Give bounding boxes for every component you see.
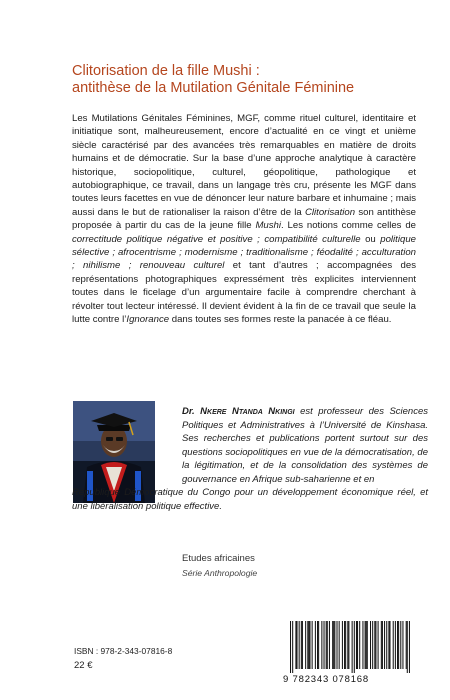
isbn: ISBN : 978-2-343-07816-8	[74, 646, 173, 656]
summary-italic: Clitorisation	[304, 206, 356, 218]
barcode-bar	[301, 621, 302, 669]
series-info	[182, 552, 382, 580]
barcode-bar	[302, 621, 303, 669]
summary-text: et tant d’autres ; accompagnées des représentations photographiques expressément très explicites interviennent toutes dans le ficelage d’un argumentaire facile à comprendre cherchant à révolter tout lecteur intéressé. Il devient évident à la fin de ce travail que seule la lutte contre l’	[72, 260, 416, 326]
barcode-bar	[329, 621, 330, 669]
summary-italic: Ignorance	[126, 314, 170, 326]
barcode-bar	[375, 621, 376, 669]
barcode-bar	[407, 621, 408, 673]
author-name	[182, 406, 295, 417]
barcode-bar	[386, 621, 387, 669]
author-bio	[72, 405, 428, 513]
barcode-bar	[402, 621, 403, 669]
barcode-bar	[299, 621, 300, 669]
barcode-bar	[327, 621, 328, 669]
barcode-bar	[378, 621, 379, 669]
barcode-bar	[389, 621, 390, 669]
barcode-bar	[374, 621, 375, 669]
barcode-bar	[333, 621, 334, 669]
price: 22 €	[74, 660, 93, 671]
summary-paragraph	[72, 112, 416, 327]
barcode-bar	[381, 621, 382, 669]
barcode-bar	[354, 621, 355, 673]
barcode-bar	[365, 621, 366, 669]
barcode-bar	[393, 621, 394, 669]
summary-italic: Mushi	[255, 220, 282, 232]
bio-text-continued: République Démocratique du Congo pour un développement économique réel, et une libéralisation politique effective.	[72, 487, 428, 512]
title-line-1: Clitorisation de la fille Mushi :	[72, 63, 260, 79]
barcode-bar	[334, 621, 335, 669]
summary-text: dans toutes ses formes reste la panacée à ce fléau.	[169, 314, 392, 326]
barcode-bar	[384, 621, 385, 669]
barcode-bar	[315, 621, 316, 669]
barcode-digits: 9 782343 078168	[283, 674, 369, 685]
barcode-bar	[382, 621, 383, 669]
barcode-bar	[324, 621, 325, 669]
barcode-bar	[359, 621, 360, 669]
barcode-bar	[366, 621, 367, 669]
bio-text: est professeur des Sciences Politiques et Administratives à l’Université de Kinshasa. Ses recherches et publications portent surtout sur des questions sociopolitiques en vue de la démocratisation, de la légitimation, et de la consolidation des systèmes de gouvernance en Afrique sub-saharienne et en	[182, 406, 428, 485]
summary-italic: politique sélective ; afrocentrisme ; modernisme ; traditionalisme ; féodalité ; acculturation ; nihilisme ; renouveau culturel	[72, 233, 416, 272]
barcode-bar	[307, 621, 308, 669]
barcode-bar	[344, 621, 345, 669]
barcode-bar	[290, 621, 291, 673]
barcode-bar	[395, 621, 396, 669]
book-summary	[72, 112, 416, 327]
barcode-bar	[312, 621, 313, 669]
barcode-bar	[372, 621, 373, 669]
barcode-bar	[367, 621, 368, 669]
barcode-bar	[352, 621, 353, 673]
barcode-bar	[370, 621, 371, 669]
barcode-bar	[295, 621, 296, 669]
barcode-bar	[348, 621, 349, 669]
barcode-bar	[345, 621, 346, 669]
barcode	[290, 621, 410, 682]
barcode-bar	[398, 621, 399, 669]
series-subtitle: Série Anthropologie	[182, 568, 258, 578]
barcode-bar	[388, 621, 389, 669]
summary-text: . Les notions comme celles de	[281, 220, 416, 232]
barcode-bar	[362, 621, 363, 669]
barcode-bar	[339, 621, 340, 669]
barcode-bar	[309, 621, 310, 669]
barcode-bar	[336, 621, 337, 669]
barcode-bar	[347, 621, 348, 669]
barcode-bar	[356, 621, 357, 669]
barcode-bar	[308, 621, 309, 669]
barcode-bar	[318, 621, 319, 669]
barcode-bar	[342, 621, 343, 669]
title-line-2: antithèse de la Mutilation Génitale Féminine	[72, 80, 355, 96]
barcode-bar	[292, 621, 293, 673]
barcode-bar	[357, 621, 358, 669]
barcode-bar	[332, 621, 333, 669]
barcode-bar	[409, 621, 410, 673]
author-prefix: Dr.	[182, 406, 201, 417]
barcode-bar	[305, 621, 306, 669]
barcode-bar	[406, 621, 407, 669]
barcode-bar	[296, 621, 297, 669]
barcode-bars	[290, 621, 410, 673]
barcode-bar	[317, 621, 318, 669]
barcode-bar	[400, 621, 401, 669]
barcode-bar	[397, 621, 398, 669]
book-title	[72, 63, 412, 97]
summary-text: son antithèse proposée à partir du cas de la jeune fille	[72, 206, 416, 232]
summary-text: Les Mutilations Génitales Féminines, MGF, comme rituel culturel, identitaire et initiatique sont, malheureusement, encore d’actualité en ce vingt et unième siècle caractérisé par des avancées très remarquables en matière de droits humains et de démocratie. Sur la base d’une approche analytique à caractère historique, sociopolitique, culturel, géopolitique, pathologique et autobiographique, ce travail, dans un langage très cru, présente les MGF dans toutes leurs facettes en vue de dénoncer leur nature barbare et inhumaine ; mais aussi dans le but de rationaliser la raison d’être de la	[72, 113, 416, 218]
author-name-text: Nkere Ntanda Nkingi	[200, 406, 295, 417]
barcode-bar	[326, 621, 327, 669]
summary-italic: correctitude politique négative et positive ; compatibilité culturelle	[72, 233, 361, 245]
series-name: Etudes africaines	[182, 553, 255, 564]
summary-text: ou	[360, 233, 381, 245]
barcode-bar	[321, 621, 322, 669]
